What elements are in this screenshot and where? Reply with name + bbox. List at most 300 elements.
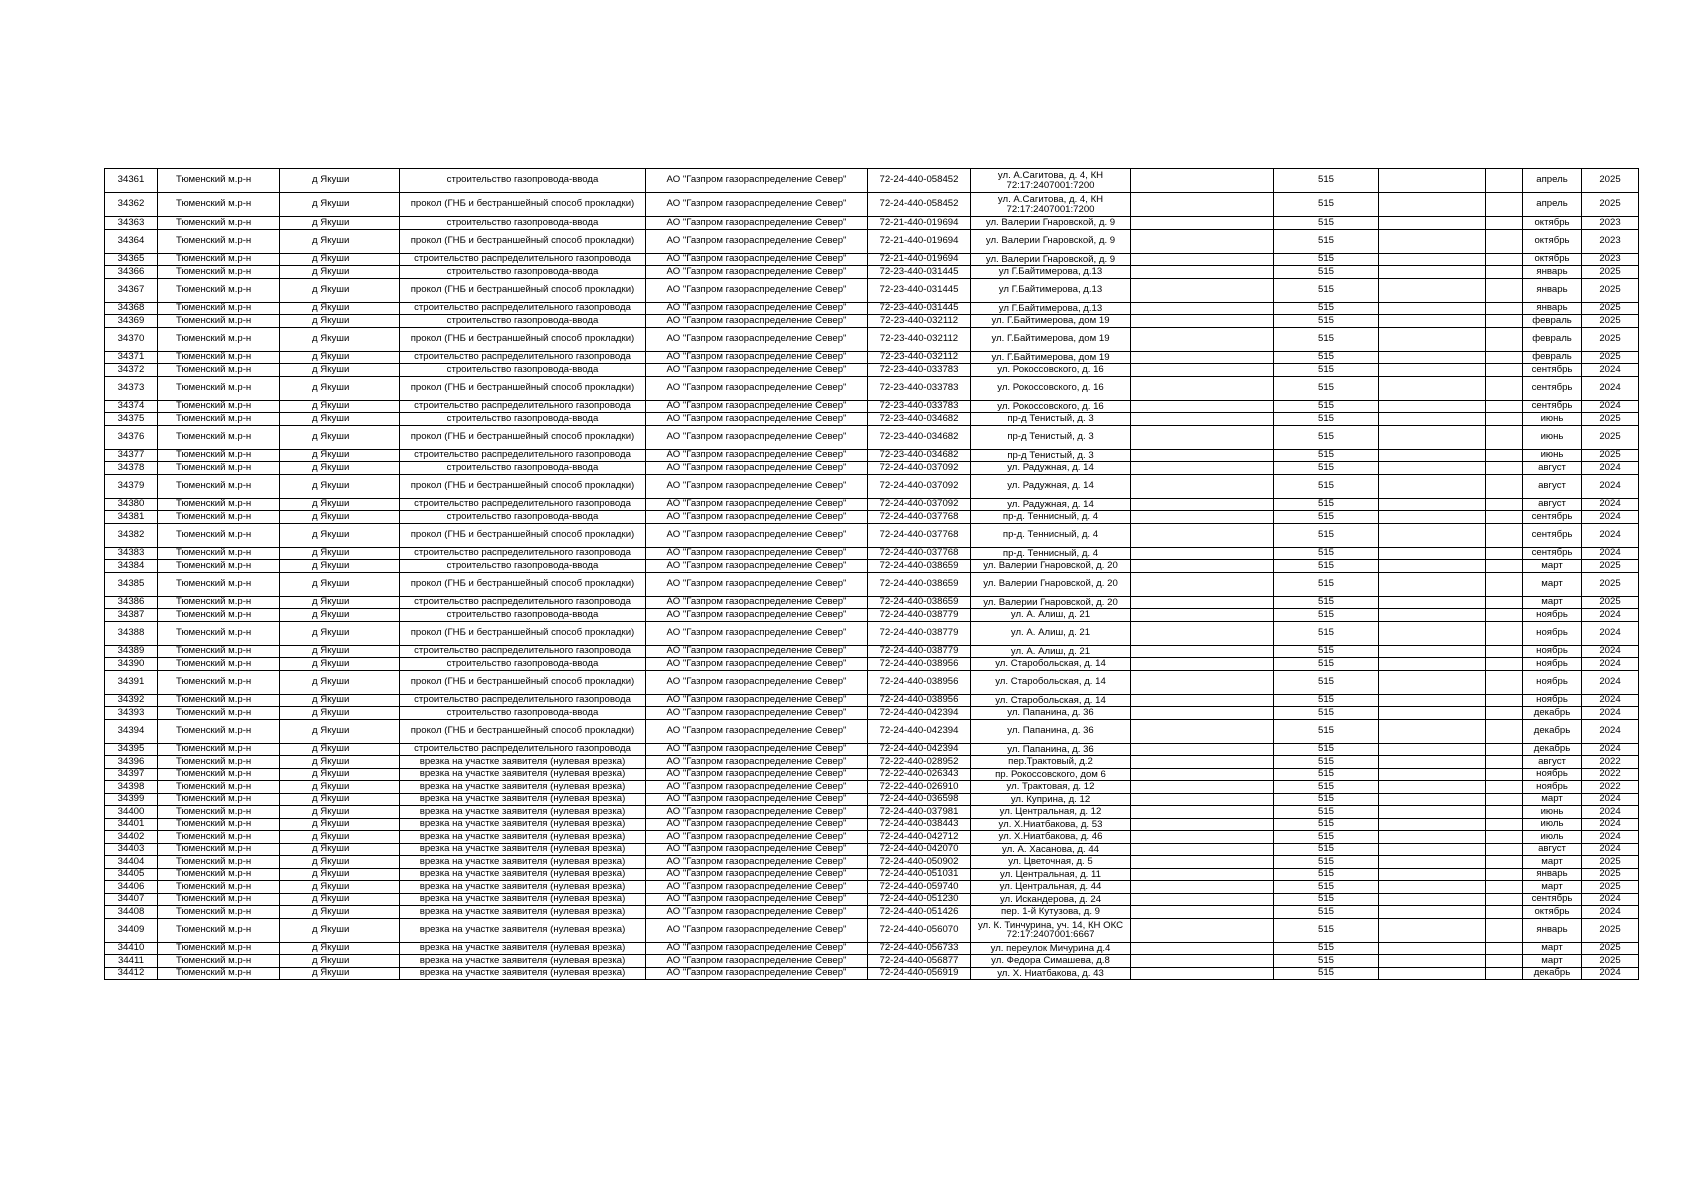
empty-cell: [1131, 670, 1274, 694]
month-cell: сентябрь: [1523, 400, 1582, 413]
contract-number-cell: 72-24-440-037092: [868, 498, 971, 511]
empty-cell: [1379, 560, 1486, 573]
organization-cell: АО "Газпром газораспределение Север": [646, 918, 868, 942]
table-row: [105, 474, 1639, 498]
year-cell: 2024: [1582, 893, 1639, 906]
row-number: 34384: [105, 560, 158, 573]
district-cell: Тюменский м.р-н: [158, 719, 280, 743]
row-number: 34364: [105, 229, 158, 253]
empty-cell: [1486, 278, 1523, 302]
month-cell: октябрь: [1523, 906, 1582, 919]
address-cell: ул. Г.Байтимерова, дом 19: [971, 315, 1131, 328]
locality-cell: д Якуши: [280, 266, 400, 279]
work-type-cell: врезка на участке заявителя (нулевая врезка): [400, 955, 646, 968]
address-cell: ул. Г.Байтимерова, дом 19: [971, 327, 1131, 351]
work-type-cell: врезка на участке заявителя (нулевая врезка): [400, 893, 646, 906]
empty-cell: [1131, 694, 1274, 707]
year-cell: 2025: [1582, 302, 1639, 315]
contract-number-cell: 72-23-440-034682: [868, 413, 971, 426]
organization-cell: АО "Газпром газораспределение Север": [646, 572, 868, 596]
work-type-cell: врезка на участке заявителя (нулевая врезка): [400, 868, 646, 881]
month-cell: март: [1523, 793, 1582, 806]
empty-cell: [1486, 462, 1523, 475]
district-cell: Тюменский м.р-н: [158, 793, 280, 806]
address-cell: ул. Рокоссовского, д. 16: [971, 376, 1131, 400]
organization-cell: АО "Газпром газораспределение Север": [646, 942, 868, 955]
power-cell: 515: [1274, 806, 1379, 819]
year-cell: 2025: [1582, 572, 1639, 596]
power-cell: 515: [1274, 302, 1379, 315]
month-cell: январь: [1523, 868, 1582, 881]
row-number: 34372: [105, 364, 158, 377]
empty-cell: [1131, 400, 1274, 413]
month-cell: сентябрь: [1523, 511, 1582, 524]
month-cell: июнь: [1523, 413, 1582, 426]
organization-cell: АО "Газпром газораспределение Север": [646, 547, 868, 560]
contract-number-cell: 72-24-440-036598: [868, 793, 971, 806]
district-cell: Тюменский м.р-н: [158, 278, 280, 302]
table-row: [105, 193, 1639, 217]
empty-cell: [1131, 449, 1274, 462]
locality-cell: д Якуши: [280, 955, 400, 968]
table-row: [105, 967, 1639, 980]
empty-cell: [1131, 413, 1274, 426]
organization-cell: АО "Газпром газораспределение Север": [646, 881, 868, 894]
month-cell: ноябрь: [1523, 609, 1582, 622]
table-row: [105, 621, 1639, 645]
address-cell: ул. переулок Мичурина д.4: [971, 942, 1131, 955]
year-cell: 2024: [1582, 523, 1639, 547]
year-cell: 2024: [1582, 511, 1639, 524]
empty-cell: [1486, 253, 1523, 266]
empty-cell: [1486, 856, 1523, 869]
work-type-cell: прокол (ГНБ и бестраншейный способ прокладки): [400, 425, 646, 449]
empty-cell: [1379, 743, 1486, 756]
empty-cell: [1486, 781, 1523, 794]
contract-number-cell: 72-24-440-038659: [868, 596, 971, 609]
empty-cell: [1131, 868, 1274, 881]
contract-number-cell: 72-23-440-032112: [868, 351, 971, 364]
empty-cell: [1486, 498, 1523, 511]
empty-cell: [1379, 217, 1486, 230]
empty-cell: [1379, 893, 1486, 906]
address-cell: ул. Центральная, д. 44: [971, 881, 1131, 894]
work-type-cell: строительство распределительного газопровода: [400, 302, 646, 315]
month-cell: июль: [1523, 831, 1582, 844]
empty-cell: [1486, 596, 1523, 609]
month-cell: июнь: [1523, 806, 1582, 819]
contract-number-cell: 72-24-440-056877: [868, 955, 971, 968]
month-cell: январь: [1523, 918, 1582, 942]
register-rows: [105, 169, 1639, 980]
month-cell: сентябрь: [1523, 376, 1582, 400]
address-cell: ул. Цветочная, д. 5: [971, 856, 1131, 869]
row-number: 34377: [105, 449, 158, 462]
organization-cell: АО "Газпром газораспределение Север": [646, 596, 868, 609]
table-row: [105, 707, 1639, 720]
district-cell: Тюменский м.р-н: [158, 327, 280, 351]
contract-number-cell: 72-24-440-038956: [868, 658, 971, 671]
row-number: 34370: [105, 327, 158, 351]
year-cell: 2025: [1582, 918, 1639, 942]
work-type-cell: прокол (ГНБ и бестраншейный способ прокладки): [400, 327, 646, 351]
power-cell: 515: [1274, 906, 1379, 919]
power-cell: 515: [1274, 229, 1379, 253]
work-type-cell: врезка на участке заявителя (нулевая врезка): [400, 918, 646, 942]
empty-cell: [1379, 498, 1486, 511]
empty-cell: [1486, 523, 1523, 547]
row-number: 34383: [105, 547, 158, 560]
year-cell: 2024: [1582, 498, 1639, 511]
locality-cell: д Якуши: [280, 193, 400, 217]
empty-cell: [1486, 942, 1523, 955]
empty-cell: [1486, 413, 1523, 426]
row-number: 34362: [105, 193, 158, 217]
power-cell: 515: [1274, 609, 1379, 622]
empty-cell: [1379, 942, 1486, 955]
row-number: 34380: [105, 498, 158, 511]
table-row: [105, 547, 1639, 560]
contract-number-cell: 72-24-440-042394: [868, 719, 971, 743]
power-cell: 515: [1274, 253, 1379, 266]
district-cell: Тюменский м.р-н: [158, 658, 280, 671]
work-type-cell: прокол (ГНБ и бестраншейный способ прокладки): [400, 229, 646, 253]
empty-cell: [1379, 967, 1486, 980]
month-cell: ноябрь: [1523, 670, 1582, 694]
locality-cell: д Якуши: [280, 253, 400, 266]
empty-cell: [1131, 719, 1274, 743]
district-cell: Тюменский м.р-н: [158, 413, 280, 426]
organization-cell: АО "Газпром газораспределение Север": [646, 266, 868, 279]
empty-cell: [1379, 609, 1486, 622]
empty-cell: [1379, 831, 1486, 844]
table-row: [105, 831, 1639, 844]
locality-cell: д Якуши: [280, 351, 400, 364]
locality-cell: д Якуши: [280, 670, 400, 694]
organization-cell: АО "Газпром газораспределение Север": [646, 560, 868, 573]
district-cell: Тюменский м.р-н: [158, 831, 280, 844]
contract-number-cell: 72-24-440-042394: [868, 743, 971, 756]
row-number: 34388: [105, 621, 158, 645]
row-number: 34409: [105, 918, 158, 942]
row-number: 34412: [105, 967, 158, 980]
row-number: 34403: [105, 843, 158, 856]
locality-cell: д Якуши: [280, 658, 400, 671]
work-type-cell: врезка на участке заявителя (нулевая врезка): [400, 806, 646, 819]
work-type-cell: строительство распределительного газопровода: [400, 645, 646, 658]
empty-cell: [1379, 523, 1486, 547]
district-cell: Тюменский м.р-н: [158, 843, 280, 856]
year-cell: 2025: [1582, 315, 1639, 328]
work-type-cell: строительство распределительного газопровода: [400, 498, 646, 511]
address-cell: ул. Х. Ниатбакова, д. 43: [971, 967, 1131, 980]
organization-cell: АО "Газпром газораспределение Север": [646, 707, 868, 720]
contract-number-cell: 72-24-440-050902: [868, 856, 971, 869]
empty-cell: [1131, 193, 1274, 217]
locality-cell: д Якуши: [280, 364, 400, 377]
row-number: 34411: [105, 955, 158, 968]
locality-cell: д Якуши: [280, 768, 400, 781]
power-cell: 515: [1274, 893, 1379, 906]
empty-cell: [1131, 906, 1274, 919]
district-cell: Тюменский м.р-н: [158, 818, 280, 831]
work-type-cell: врезка на участке заявителя (нулевая врезка): [400, 781, 646, 794]
empty-cell: [1131, 806, 1274, 819]
address-cell: ул. Валерии Гнаровской, д. 20: [971, 596, 1131, 609]
district-cell: Тюменский м.р-н: [158, 781, 280, 794]
locality-cell: д Якуши: [280, 596, 400, 609]
organization-cell: АО "Газпром газораспределение Север": [646, 474, 868, 498]
month-cell: февраль: [1523, 327, 1582, 351]
empty-cell: [1486, 425, 1523, 449]
table-row: [105, 327, 1639, 351]
district-cell: Тюменский м.р-н: [158, 302, 280, 315]
year-cell: 2025: [1582, 955, 1639, 968]
month-cell: сентябрь: [1523, 364, 1582, 377]
district-cell: Тюменский м.р-н: [158, 596, 280, 609]
empty-cell: [1379, 253, 1486, 266]
organization-cell: АО "Газпром газораспределение Север": [646, 806, 868, 819]
contract-number-cell: 72-24-440-037768: [868, 523, 971, 547]
empty-cell: [1486, 806, 1523, 819]
empty-cell: [1486, 881, 1523, 894]
contract-number-cell: 72-24-440-038779: [868, 645, 971, 658]
empty-cell: [1379, 719, 1486, 743]
year-cell: 2022: [1582, 781, 1639, 794]
year-cell: 2024: [1582, 831, 1639, 844]
district-cell: Тюменский м.р-н: [158, 523, 280, 547]
district-cell: Тюменский м.р-н: [158, 511, 280, 524]
row-number: 34369: [105, 315, 158, 328]
empty-cell: [1131, 856, 1274, 869]
locality-cell: д Якуши: [280, 400, 400, 413]
locality-cell: д Якуши: [280, 376, 400, 400]
district-cell: Тюменский м.р-н: [158, 560, 280, 573]
organization-cell: АО "Газпром газораспределение Север": [646, 278, 868, 302]
empty-cell: [1486, 868, 1523, 881]
year-cell: 2025: [1582, 942, 1639, 955]
work-type-cell: врезка на участке заявителя (нулевая врезка): [400, 793, 646, 806]
row-number: 34374: [105, 400, 158, 413]
address-cell: ул. Старобольская, д. 14: [971, 658, 1131, 671]
work-type-cell: строительство газопровода-ввода: [400, 217, 646, 230]
row-number: 34376: [105, 425, 158, 449]
district-cell: Тюменский м.р-н: [158, 868, 280, 881]
locality-cell: д Якуши: [280, 806, 400, 819]
address-cell: пр-д. Теннисный, д. 4: [971, 511, 1131, 524]
locality-cell: д Якуши: [280, 511, 400, 524]
contract-number-cell: 72-23-440-033783: [868, 376, 971, 400]
empty-cell: [1486, 474, 1523, 498]
empty-cell: [1486, 302, 1523, 315]
empty-cell: [1486, 229, 1523, 253]
empty-cell: [1379, 707, 1486, 720]
empty-cell: [1131, 266, 1274, 279]
month-cell: декабрь: [1523, 719, 1582, 743]
district-cell: Тюменский м.р-н: [158, 169, 280, 193]
empty-cell: [1131, 217, 1274, 230]
address-cell: ул. Папанина, д. 36: [971, 743, 1131, 756]
empty-cell: [1379, 376, 1486, 400]
power-cell: 515: [1274, 743, 1379, 756]
power-cell: 515: [1274, 670, 1379, 694]
organization-cell: АО "Газпром газораспределение Север": [646, 315, 868, 328]
locality-cell: д Якуши: [280, 278, 400, 302]
organization-cell: АО "Газпром газораспределение Север": [646, 670, 868, 694]
power-cell: 515: [1274, 793, 1379, 806]
empty-cell: [1486, 609, 1523, 622]
power-cell: 515: [1274, 266, 1379, 279]
address-cell: ул. Центральная, д. 12: [971, 806, 1131, 819]
contract-number-cell: 72-24-440-038779: [868, 609, 971, 622]
power-cell: 515: [1274, 364, 1379, 377]
locality-cell: д Якуши: [280, 781, 400, 794]
contract-number-cell: 72-24-440-042070: [868, 843, 971, 856]
year-cell: 2025: [1582, 169, 1639, 193]
power-cell: 515: [1274, 645, 1379, 658]
empty-cell: [1379, 572, 1486, 596]
locality-cell: д Якуши: [280, 302, 400, 315]
power-cell: 515: [1274, 523, 1379, 547]
work-type-cell: строительство распределительного газопровода: [400, 253, 646, 266]
table-row: [105, 670, 1639, 694]
work-type-cell: прокол (ГНБ и бестраншейный способ прокладки): [400, 193, 646, 217]
table-row: [105, 955, 1639, 968]
empty-cell: [1379, 302, 1486, 315]
power-cell: 515: [1274, 376, 1379, 400]
contract-number-cell: 72-23-440-031445: [868, 278, 971, 302]
month-cell: март: [1523, 856, 1582, 869]
contract-number-cell: 72-24-440-051031: [868, 868, 971, 881]
locality-cell: д Якуши: [280, 843, 400, 856]
month-cell: март: [1523, 596, 1582, 609]
address-cell: ул. А. Хасанова, д. 44: [971, 843, 1131, 856]
power-cell: 515: [1274, 449, 1379, 462]
contract-number-cell: 72-21-440-019694: [868, 217, 971, 230]
power-cell: 515: [1274, 719, 1379, 743]
power-cell: 515: [1274, 967, 1379, 980]
district-cell: Тюменский м.р-н: [158, 670, 280, 694]
contract-number-cell: 72-24-440-058452: [868, 193, 971, 217]
year-cell: 2024: [1582, 906, 1639, 919]
empty-cell: [1486, 743, 1523, 756]
row-number: 34361: [105, 169, 158, 193]
empty-cell: [1379, 781, 1486, 794]
table-row: [105, 266, 1639, 279]
contract-number-cell: 72-21-440-019694: [868, 229, 971, 253]
power-cell: 515: [1274, 511, 1379, 524]
table-row: [105, 413, 1639, 426]
district-cell: Тюменский м.р-н: [158, 756, 280, 769]
empty-cell: [1379, 511, 1486, 524]
organization-cell: АО "Газпром газораспределение Север": [646, 217, 868, 230]
work-type-cell: строительство газопровода-ввода: [400, 413, 646, 426]
address-cell: ул. А.Сагитова, д. 4, КН 72:17:2407001:7200: [971, 169, 1131, 193]
district-cell: Тюменский м.р-н: [158, 266, 280, 279]
locality-cell: д Якуши: [280, 868, 400, 881]
locality-cell: д Якуши: [280, 547, 400, 560]
month-cell: октябрь: [1523, 253, 1582, 266]
empty-cell: [1379, 266, 1486, 279]
empty-cell: [1486, 327, 1523, 351]
work-type-cell: строительство распределительного газопровода: [400, 351, 646, 364]
year-cell: 2025: [1582, 868, 1639, 881]
power-cell: 515: [1274, 831, 1379, 844]
empty-cell: [1379, 756, 1486, 769]
year-cell: 2024: [1582, 843, 1639, 856]
empty-cell: [1379, 449, 1486, 462]
organization-cell: АО "Газпром газораспределение Север": [646, 351, 868, 364]
empty-cell: [1486, 658, 1523, 671]
empty-cell: [1379, 806, 1486, 819]
district-cell: Тюменский м.р-н: [158, 364, 280, 377]
month-cell: декабрь: [1523, 707, 1582, 720]
work-type-cell: прокол (ГНБ и бестраншейный способ прокладки): [400, 523, 646, 547]
month-cell: март: [1523, 955, 1582, 968]
empty-cell: [1486, 843, 1523, 856]
empty-cell: [1131, 302, 1274, 315]
address-cell: ул. Трактовая, д. 12: [971, 781, 1131, 794]
address-cell: ул. Радужная, д. 14: [971, 474, 1131, 498]
organization-cell: АО "Газпром газораспределение Север": [646, 967, 868, 980]
organization-cell: АО "Газпром газораспределение Север": [646, 719, 868, 743]
year-cell: 2022: [1582, 768, 1639, 781]
contract-number-cell: 72-24-440-038779: [868, 621, 971, 645]
work-type-cell: врезка на участке заявителя (нулевая врезка): [400, 881, 646, 894]
row-number: 34390: [105, 658, 158, 671]
table-row: [105, 302, 1639, 315]
month-cell: март: [1523, 881, 1582, 894]
empty-cell: [1486, 621, 1523, 645]
table-row: [105, 881, 1639, 894]
power-cell: 515: [1274, 621, 1379, 645]
power-cell: 515: [1274, 856, 1379, 869]
empty-cell: [1379, 278, 1486, 302]
table-row: [105, 918, 1639, 942]
empty-cell: [1131, 425, 1274, 449]
locality-cell: д Якуши: [280, 893, 400, 906]
locality-cell: д Якуши: [280, 918, 400, 942]
empty-cell: [1486, 707, 1523, 720]
empty-cell: [1486, 351, 1523, 364]
work-type-cell: врезка на участке заявителя (нулевая врезка): [400, 768, 646, 781]
year-cell: 2024: [1582, 364, 1639, 377]
month-cell: август: [1523, 462, 1582, 475]
power-cell: 515: [1274, 756, 1379, 769]
table-row: [105, 719, 1639, 743]
organization-cell: АО "Газпром газораспределение Север": [646, 856, 868, 869]
address-cell: ул. Папанина, д. 36: [971, 719, 1131, 743]
locality-cell: д Якуши: [280, 413, 400, 426]
empty-cell: [1379, 462, 1486, 475]
year-cell: 2025: [1582, 425, 1639, 449]
locality-cell: д Якуши: [280, 229, 400, 253]
month-cell: июнь: [1523, 425, 1582, 449]
organization-cell: АО "Газпром газораспределение Север": [646, 645, 868, 658]
district-cell: Тюменский м.р-н: [158, 351, 280, 364]
address-cell: пер.Трактовый, д.2: [971, 756, 1131, 769]
empty-cell: [1131, 327, 1274, 351]
empty-cell: [1131, 596, 1274, 609]
work-type-cell: строительство распределительного газопровода: [400, 547, 646, 560]
empty-cell: [1131, 498, 1274, 511]
work-type-cell: прокол (ГНБ и бестраншейный способ прокладки): [400, 670, 646, 694]
work-type-cell: строительство газопровода-ввода: [400, 560, 646, 573]
table-row: [105, 645, 1639, 658]
empty-cell: [1131, 609, 1274, 622]
table-row: [105, 498, 1639, 511]
address-cell: ул. Радужная, д. 14: [971, 498, 1131, 511]
